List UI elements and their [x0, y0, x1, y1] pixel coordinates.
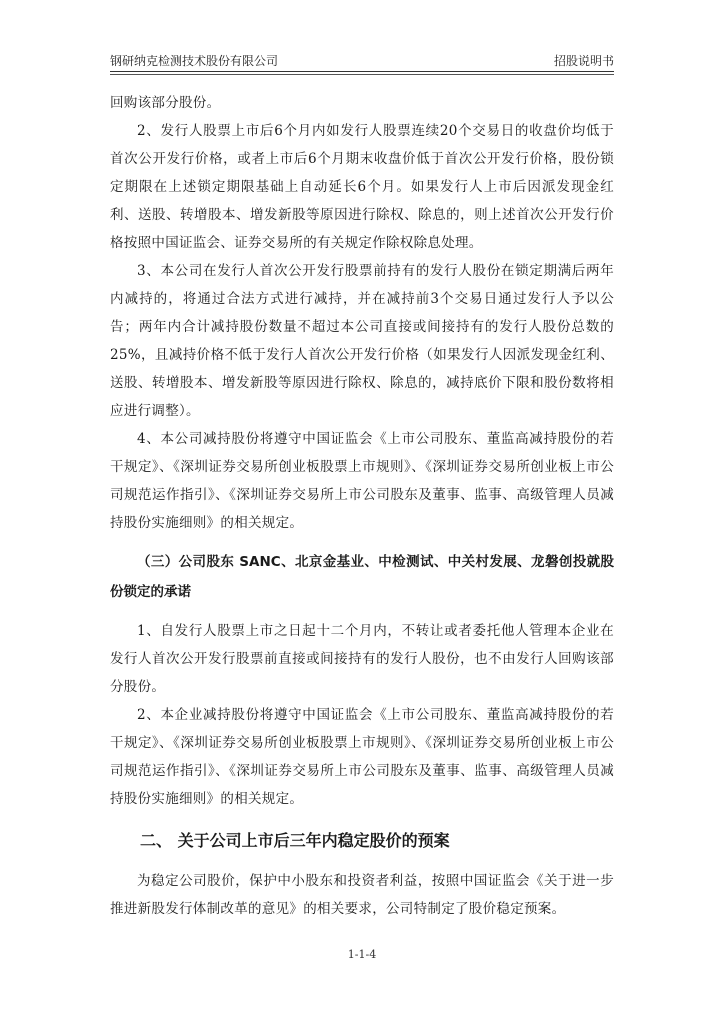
- paragraph-section-intro: 为稳定公司股价，保护中小股东和投资者利益，按照中国证监会《关于进一步推进新股发行体制改革的意见》的相关要求，公司特制定了股价稳定预案。: [110, 873, 614, 917]
- header-document-type: 招股说明书: [553, 54, 614, 68]
- header-company-name: 钢研纳克检测技术股份有限公司: [110, 54, 279, 68]
- paragraph-item-3: 3、本公司在发行人首次公开发行股票前持有的发行人股份在锁定期满后两年内减持的，将通过合法方式进行减持，并在减持前3个交易日通过发行人予以公告；两年内合计减持股份数量不超过本公司直接或间接持有的发行人股份总数的25%，且减持价格不低于发行人首次公开发行价格（如果发行人因派发现金红利、送股、转增股本、增发新股等原因进行除权、除息的，减持底价下限和股份数将相应进行调整）。: [110, 263, 614, 419]
- section-heading: 二、 关于公司上市后三年内稳定股价的预案: [140, 831, 450, 850]
- page-number: 1-1-4: [347, 948, 377, 961]
- paragraph-continuation: 回购该部分股份。: [110, 95, 221, 111]
- header-rule-thin: [110, 74, 614, 75]
- subsection-heading: （三）公司股东 SANC、北京金基业、中检测试、中关村发展、龙磐创投就股份锁定的承诺: [110, 554, 614, 600]
- document-body: [110, 89, 614, 923]
- paragraph-item-4: 4、本公司减持股份将遵守中国证监会《上市公司股东、董监高减持股份的若干规定》、《深圳证券交易所创业板股票上市规则》、《深圳证券交易所创业板上市公司规范运作指引》、《深圳证券交易所上市公司股东及董事、监事、高级管理人员减持股份实施细则》的相关规定。: [110, 431, 614, 531]
- header-rule-thick: [110, 71, 614, 72]
- page-header: [110, 50, 614, 70]
- paragraph-item-2: 2、发行人股票上市后6个月内如发行人股票连续20个交易日的收盘价均低于首次公开发行价格，或者上市后6个月期末收盘价低于首次公开发行价格，股份锁定期限在上述锁定期限基础上自动延长6个月。如果发行人上市后因派发现金红利、送股、转增股本、增发新股等原因进行除权、除息的，则上述首次公开发行价格按照中国证监会、证券交易所的有关规定作除权除息处理。: [110, 123, 614, 251]
- paragraph-commitment-1: 1、自发行人股票上市之日起十二个月内，不转让或者委托他人管理本企业在发行人首次公开发行股票前直接或间接持有的发行人股份，也不由发行人回购该部分股份。: [110, 623, 614, 695]
- paragraph-commitment-2: 2、本企业减持股份将遵守中国证监会《上市公司股东、董监高减持股份的若干规定》、《深圳证券交易所创业板股票上市规则》、《深圳证券交易所创业板上市公司规范运作指引》、《深圳证券交易所上市公司股东及董事、监事、高级管理人员减持股份实施细则》的相关规定。: [110, 707, 614, 807]
